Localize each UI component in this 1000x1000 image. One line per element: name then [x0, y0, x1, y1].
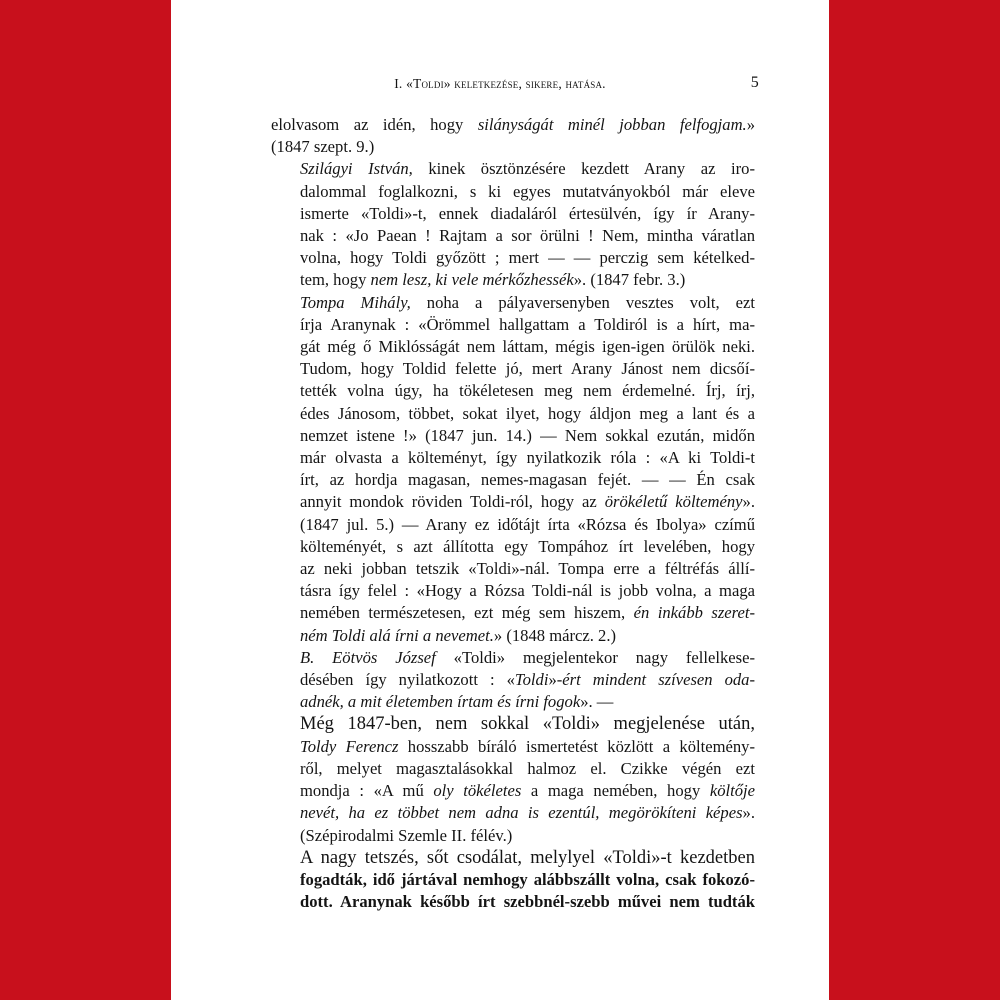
text-line: Még 1847-ben, nem sokkal «Toldi» megjelenése után,: [300, 714, 755, 735]
text-line: nemzet istene !» (1847 jun. 14.) — Nem sokkal ezután, midőn: [300, 425, 755, 445]
text-run: »: [746, 115, 755, 134]
text-line: az neki jobban tetszik «Toldi»-nál. Tompa erre a féltréfás állí-: [300, 559, 755, 579]
text-line: [271, 802, 755, 824]
text-run: hosszabb bíráló ismertetést közlött a költemény-: [398, 736, 755, 756]
text-run: » (1848 márcz. 2.): [493, 625, 616, 645]
italic-run: Tompa Mihály,: [300, 292, 411, 312]
text-line: ismerte «Toldi»-t, ennek diadaláról értesülvén, így ír Arany-: [300, 203, 755, 223]
text-line: A nagy tetszés, sőt csodálat, melylyel «Toldi»-t kezdetben: [300, 847, 755, 868]
text-line: tették volna úgy, ha tökéletesen meg nem érdemelné. Írj, írj,: [300, 381, 755, 401]
text-run: kinek ösztönzésére kezdett Arany az iro-: [412, 159, 755, 179]
italic-run: költője: [709, 781, 755, 801]
text-line: [271, 491, 755, 513]
text-line: [271, 292, 755, 314]
text-run: mondja : «A mű: [300, 781, 434, 801]
text-run: elolvasom az idén, hogy: [271, 115, 478, 134]
text-line: [271, 625, 755, 647]
text-run: ». —: [580, 692, 614, 712]
italic-run: ném Toldi alá írni a nevemet.: [300, 625, 494, 645]
page-number: 5: [750, 74, 759, 91]
text-run: «Toldi» megjelentekor nagy fellelkese-: [435, 647, 755, 667]
paragraph-3: [271, 292, 755, 647]
text-line: gát még ő Miklósságát nem láttam, mégis igen-igen örülök neki.: [300, 337, 755, 357]
italic-run: én inkább szeret-: [633, 603, 756, 623]
text-line: Tudom, hogy Toldid felette jó, mert Arany Jánost nem dicsőí-: [300, 359, 755, 379]
text-line: költeményét, s azt állította egy Tompához írt levelében, hogy: [300, 536, 755, 556]
body-text: [271, 114, 755, 913]
text-line: [271, 691, 755, 713]
text-line: [271, 158, 755, 180]
text-run: a maga nemében, hogy: [521, 781, 710, 801]
text-run: désében így nyilatkozott : «: [300, 670, 515, 690]
text-line: édes Jánosom, többet, sokat ilyet, hogy áldjon meg a lant és a: [300, 403, 755, 423]
text-run: tem, hogy: [300, 270, 371, 290]
text-line: írja Aranynak : «Örömmel hallgattam a Toldiról is a hírt, ma-: [300, 314, 755, 334]
italic-run: Toldi: [514, 670, 549, 690]
text-line: [271, 602, 755, 624]
italic-run: silányságát minél jobban felfogjam.: [477, 115, 747, 134]
text-line: (Szépirodalmi Szemle II. félév.): [300, 825, 513, 845]
italic-run: Toldy Ferencz: [300, 736, 399, 756]
italic-run: oly tökéletes: [433, 781, 522, 801]
paragraph-6: [271, 847, 755, 914]
running-header: [171, 72, 829, 100]
italic-run: B. Eötvös József: [300, 647, 436, 667]
text-line: dalommal foglalkozni, s ki egyes mutatványokból már eleve: [300, 181, 755, 201]
text-line: [271, 647, 755, 669]
chapter-title: I. «Toldi» keletkezése, sikere, hatása.: [394, 76, 606, 91]
italic-run: -ért mindent szívesen oda-: [556, 670, 756, 690]
text-line: fogadták, idő jártával nemhogy alábbszállt volna, csak fokozó-: [300, 869, 755, 889]
paragraph-1: [271, 114, 755, 158]
book-page: [171, 0, 829, 1000]
italic-run: adnék, a mit életemben írtam és írni fogok: [300, 692, 581, 712]
text-line: (1847 jul. 5.) — Arany ez időtájt írta «Rózsa és Ibolya» czímű: [300, 514, 755, 534]
text-line: írt, az hordja magasan, nemes-magasan fejét. — — Én csak: [300, 470, 755, 490]
text-run: ». (1847 febr. 3.): [573, 270, 686, 290]
text-line: már olvasta a költeményt, így nyilatkozik róla : «A ki Toldi-t: [300, 448, 755, 468]
italic-run: nevét, ha ez többet nem adna is ezentúl, megörökíteni képes: [300, 803, 743, 823]
text-line: [271, 736, 755, 758]
text-line: [271, 269, 755, 291]
text-line: dott. Aranynak később írt szebbnél-szebb művei nem tudták: [300, 892, 755, 912]
paragraph-2: [271, 158, 755, 291]
text-line: volna, hogy Toldi győzött ; mert — — perczig sem kételked-: [300, 248, 755, 268]
paragraph-4: [271, 647, 755, 714]
text-run: annyit mondok röviden Toldi-ról, hogy az: [300, 492, 605, 512]
text-line: (1847 szept. 9.): [271, 137, 375, 157]
text-run: noha a pályaversenyben vesztes volt, ezt: [410, 292, 755, 312]
italic-run: Szilágyi István,: [300, 159, 413, 179]
text-line: ről, melyet magasztalásokkal halmoz el. Czikke végén ezt: [300, 758, 755, 778]
text-line: nak : «Jo Paean ! Rajtam a sor örülni ! Nem, mintha váratlan: [300, 226, 755, 246]
italic-run: örökéletű költemény: [604, 492, 743, 512]
text-line: [271, 669, 755, 691]
text-line: tásra így felel : «Hogy a Rózsa Toldi-nál is jobb volna, a maga: [300, 581, 755, 601]
text-run: ».: [742, 803, 755, 823]
text-run: »: [548, 670, 557, 690]
paragraph-5: [271, 713, 755, 846]
text-run: ».: [742, 492, 755, 512]
italic-run: nem lesz, ki vele mérkőzhessék: [370, 270, 574, 290]
text-line: [271, 114, 755, 136]
text-run: nemében természetesen, ezt még sem hiszem,: [300, 603, 634, 623]
text-line: [271, 780, 755, 802]
